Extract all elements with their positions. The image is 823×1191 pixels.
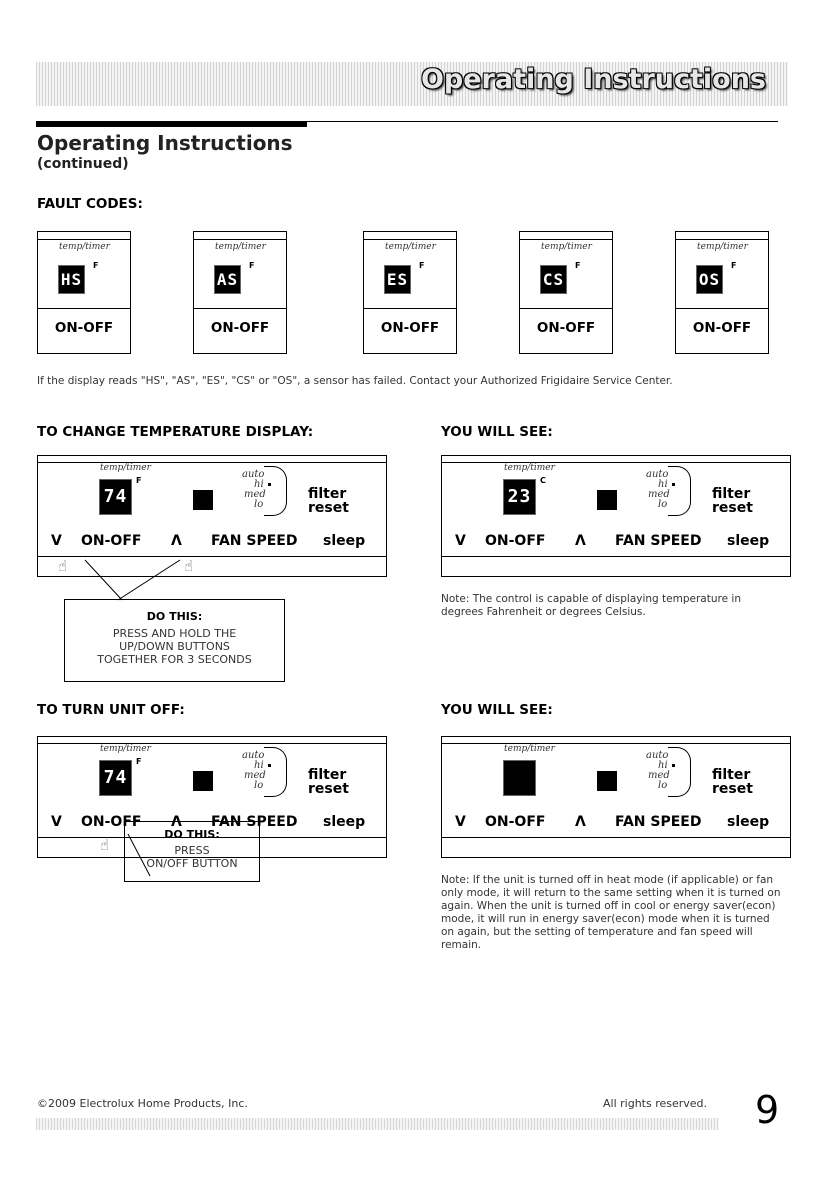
panel-divider [364,239,456,240]
panel-divider [38,462,386,463]
fault-code-display [675,231,769,354]
fan-lo-label: lo [254,780,264,791]
fan-hi-label: hi [658,479,668,490]
panel-divider [38,308,130,309]
fan-indicator [597,771,617,791]
change-temp-title: TO CHANGE TEMPERATURE DISPLAY: [37,424,314,440]
do-this-title: DO THIS: [146,610,203,623]
reset-label: reset [308,781,349,797]
temp-timer-label: temp/timer [504,463,555,473]
up-button[interactable]: Λ [575,533,586,549]
fan-hi-label: hi [254,760,264,771]
filter-label: filter [308,767,347,783]
lcd-display: HS [59,266,84,293]
fan-indicator [193,490,213,510]
on-off-button[interactable]: ON-OFF [536,320,596,336]
filter-label: filter [308,486,347,502]
fault-codes-title: FAULT CODES: [37,196,143,212]
fan-speed-button[interactable]: FAN SPEED [615,814,702,830]
down-button[interactable]: V [51,814,62,830]
fan-indicator [193,771,213,791]
filter-reset-button[interactable] [308,487,349,515]
control-panel-after-temp [441,455,791,577]
sleep-button[interactable]: sleep [323,814,366,830]
panel-divider [442,837,790,838]
temp-timer-label: temp/timer [100,463,151,473]
turn-off-note: Note: If the unit is turned off in heat mode (if applicable) or fan only mode, it will return to the same setting when it is turned on again. When the unit is turned off in cool or energy saver(econ) mode, it will run in energy saver(econ) mode when it is turned on again, but the setting of temperature and fan speed will remain. [441,874,781,951]
banner-title: Operating Instructions [420,64,766,95]
lcd-display: AS [215,266,240,293]
fault-code-display [37,231,131,354]
footer-rights: All rights reserved. [603,1097,708,1110]
fault-code-display [363,231,457,354]
sleep-button[interactable]: sleep [323,533,366,549]
fan-auto-label: auto [646,750,669,761]
change-temp-result-title: YOU WILL SEE: [441,424,553,440]
heading-rule-thin [307,121,778,122]
temp-unit: F [93,261,99,270]
footer-bar [36,1118,719,1130]
do-this-box-temp [64,599,285,682]
panel-divider [442,743,790,744]
filter-reset-button[interactable] [308,768,349,796]
filter-label: filter [712,767,751,783]
lcd-display: 23 [504,480,535,514]
temp-timer-label: temp/timer [697,242,748,252]
lcd-display: OS [697,266,722,293]
do-this-box-off [124,821,260,882]
footer-copyright: ©2009 Electrolux Home Products, Inc. [37,1097,248,1110]
filter-reset-button[interactable] [712,487,753,515]
do-this-title: DO THIS: [164,828,220,841]
panel-divider [676,239,768,240]
pointing-hand-icon: ☝ [58,557,68,575]
do-this-line: TOGETHER FOR 3 SECONDS [97,653,252,666]
fan-speed-button[interactable]: FAN SPEED [211,814,298,830]
lcd-display: CS [541,266,566,293]
fan-lo-label: lo [658,780,668,791]
lcd-display: ES [385,266,410,293]
on-off-button[interactable]: ON-OFF [380,320,440,336]
temp-unit: F [136,757,142,766]
pointing-hand-icon: ☝ [184,557,194,575]
fan-lo-label: lo [254,499,264,510]
on-off-button[interactable]: ON-OFF [485,814,546,830]
heading-rule-thick [36,121,307,127]
fan-lo-label: lo [658,499,668,510]
reset-label: reset [308,500,349,516]
page-subtitle: (continued) [37,156,129,172]
fan-med-label: med [244,770,266,781]
up-button[interactable]: Λ [171,814,182,830]
fan-med-label: med [648,489,670,500]
panel-divider [364,308,456,309]
on-off-button[interactable]: ON-OFF [692,320,752,336]
panel-divider [194,239,286,240]
sleep-button[interactable]: sleep [727,533,770,549]
temp-timer-label: temp/timer [215,242,266,252]
temp-timer-label: temp/timer [541,242,592,252]
panel-divider [520,239,612,240]
turn-off-title: TO TURN UNIT OFF: [37,702,185,718]
fan-speed-bracket [668,466,691,516]
on-off-button[interactable]: ON-OFF [210,320,270,336]
panel-divider [38,239,130,240]
lcd-display [504,761,535,795]
on-off-button[interactable]: ON-OFF [54,320,114,336]
filter-reset-button[interactable] [712,768,753,796]
panel-divider [38,743,386,744]
temp-unit: F [575,261,581,270]
lcd-display: 74 [100,480,131,514]
on-off-button[interactable]: ON-OFF [485,533,546,549]
panel-divider [676,308,768,309]
temp-timer-label: temp/timer [504,744,555,754]
fan-auto-label: auto [242,469,265,480]
temp-timer-label: temp/timer [385,242,436,252]
reset-label: reset [712,500,753,516]
temp-unit: F [419,261,425,270]
sleep-button[interactable]: sleep [727,814,770,830]
panel-divider [442,556,790,557]
change-temp-note: Note: The control is capable of displaying temperature in degrees Fahrenheit or degrees Celsius. [441,593,741,618]
filter-label: filter [712,486,751,502]
fault-codes-note: If the display reads "HS", "AS", "ES", "CS" or "OS", a sensor has failed. Contact your Authorized Frigidaire Service Center. [37,375,673,387]
fan-auto-label: auto [242,750,265,761]
fan-speed-bracket [668,747,691,797]
header-banner [36,62,788,106]
do-this-line: PRESS AND HOLD THE [112,627,237,640]
fan-speed-bracket [264,747,287,797]
down-button[interactable]: V [455,533,466,549]
do-this-line: PRESS [174,844,210,857]
temp-timer-label: temp/timer [59,242,110,252]
reset-label: reset [712,781,753,797]
page-number: 9 [755,1088,780,1132]
fault-code-display [519,231,613,354]
control-panel-after-off [441,736,791,858]
fan-speed-button[interactable]: FAN SPEED [211,533,298,549]
temp-unit: F [136,476,142,485]
fan-med-label: med [244,489,266,500]
pointing-hand-icon: ☝ [100,836,110,854]
fan-med-label: med [648,770,670,781]
do-this-line: ON/OFF BUTTON [146,857,238,870]
panel-divider [194,308,286,309]
temp-unit: C [540,476,546,485]
on-off-button[interactable]: ON-OFF [81,814,142,830]
fan-hi-label: hi [658,760,668,771]
temp-unit: F [731,261,737,270]
do-this-line: UP/DOWN BUTTONS [119,640,230,653]
fault-code-display [193,231,287,354]
panel-divider [442,462,790,463]
fan-hi-label: hi [254,479,264,490]
lcd-display: 74 [100,761,131,795]
temp-timer-label: temp/timer [100,744,151,754]
down-button[interactable]: V [51,533,62,549]
temp-unit: F [249,261,255,270]
on-off-button[interactable]: ON-OFF [81,533,142,549]
panel-divider [520,308,612,309]
turn-off-result-title: YOU WILL SEE: [441,702,553,718]
fan-indicator [597,490,617,510]
fan-auto-label: auto [646,469,669,480]
fan-speed-bracket [264,466,287,516]
fan-speed-button[interactable]: FAN SPEED [615,533,702,549]
up-button[interactable]: Λ [171,533,182,549]
up-button[interactable]: Λ [575,814,586,830]
down-button[interactable]: V [455,814,466,830]
page-title: Operating Instructions [37,131,293,155]
